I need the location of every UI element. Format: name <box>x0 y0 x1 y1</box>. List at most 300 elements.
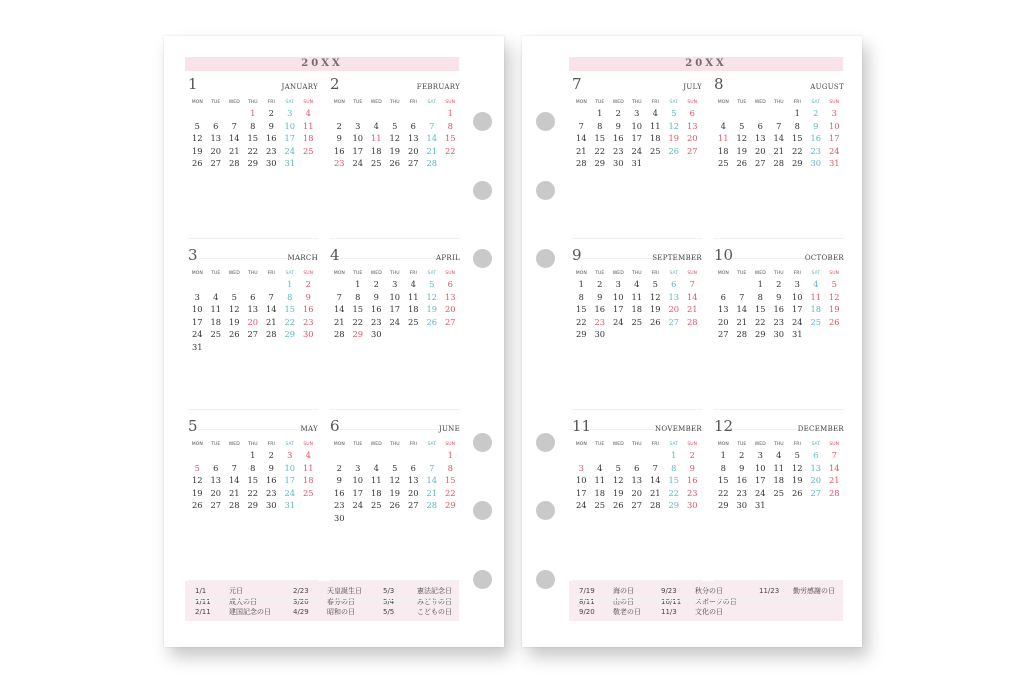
calendar-day: 16 <box>594 304 606 315</box>
calendar-day: 30 <box>594 329 606 340</box>
weekday-label: THU <box>631 100 642 105</box>
calendar-day: 1 <box>355 279 361 289</box>
calendar-day: 15 <box>247 133 259 144</box>
month-name: JULY <box>683 83 702 91</box>
calendar-day: 28 <box>228 158 240 169</box>
calendar-day: 14 <box>333 304 345 315</box>
calendar-day: 19 <box>426 304 438 315</box>
calendar-day: 10 <box>791 291 803 302</box>
weekday-label: TUE <box>595 100 605 105</box>
calendar-day: 20 <box>686 133 698 144</box>
empty-day <box>207 107 226 120</box>
calendar-day: 27 <box>407 158 419 169</box>
calendar-day: 21 <box>773 145 785 156</box>
month-block-may <box>188 417 318 512</box>
weekday-label: SUN <box>445 100 456 105</box>
weekday-label: MON <box>333 442 345 447</box>
weekday-label: FRI <box>793 271 801 276</box>
calendar-day: 23 <box>686 487 698 498</box>
holiday-name: 元日 <box>229 587 243 595</box>
calendar-day: 1 <box>250 450 256 460</box>
calendar-day: 9 <box>268 120 274 131</box>
calendar-day: 18 <box>407 304 419 315</box>
calendar-day: 27 <box>668 316 680 327</box>
calendar-day: 30 <box>265 158 277 169</box>
weekday-label: TUE <box>595 271 605 276</box>
calendar-day: 30 <box>736 500 748 511</box>
calendar-day: 24 <box>284 487 296 498</box>
calendar-day: 13 <box>210 475 222 486</box>
calendar-day: 25 <box>370 158 382 169</box>
weekday-label: TUE <box>353 271 363 276</box>
calendar-day: 19 <box>612 487 624 498</box>
weekday-label: THU <box>389 271 400 276</box>
calendar-day: 22 <box>444 145 456 156</box>
weekday-label: WED <box>754 442 766 447</box>
empty-day <box>330 449 349 462</box>
weekday-label: TUE <box>211 442 221 447</box>
empty-day <box>262 278 281 291</box>
holiday-item <box>661 586 723 596</box>
calendar-day: 21 <box>426 487 438 498</box>
calendar-day: 2 <box>776 279 782 289</box>
calendar-day: 3 <box>355 120 361 131</box>
weekday-label: SAT <box>427 100 437 105</box>
calendar-day: 28 <box>773 158 785 169</box>
calendar-day: 31 <box>631 158 643 169</box>
holiday-date: 8/11 <box>579 597 595 606</box>
calendar-day: 30 <box>333 512 345 523</box>
calendar-day: 20 <box>210 145 222 156</box>
calendar-day: 14 <box>575 133 587 144</box>
memo-line <box>330 409 460 410</box>
calendar-day: 17 <box>389 304 401 315</box>
calendar-day: 23 <box>302 316 314 327</box>
calendar-day: 18 <box>773 475 785 486</box>
calendar-day: 30 <box>686 500 698 511</box>
weekday-label: WED <box>612 271 624 276</box>
weekday-label: MON <box>575 100 587 105</box>
weekday-label: TUE <box>353 442 363 447</box>
calendar-day: 20 <box>444 304 456 315</box>
calendar-day: 17 <box>612 304 624 315</box>
calendar-day: 8 <box>447 120 453 131</box>
calendar-day: 29 <box>594 158 606 169</box>
month-block-june <box>330 417 460 525</box>
calendar-day: 21 <box>828 475 840 486</box>
calendar-day: 2 <box>739 450 745 460</box>
month-number: 6 <box>330 417 340 435</box>
calendar-day: 5 <box>652 279 658 289</box>
calendar-day: 13 <box>407 475 419 486</box>
calendar-day: 24 <box>284 145 296 156</box>
calendar-day: 24 <box>828 145 840 156</box>
holiday-date: 3/20 <box>293 597 309 606</box>
weekday-label: FRI <box>793 442 801 447</box>
weekday-label: TUE <box>595 442 605 447</box>
holiday-date: 7/19 <box>579 587 595 595</box>
calendar-day: 10 <box>612 291 624 302</box>
binder-hole <box>473 181 492 200</box>
calendar-day: 26 <box>649 316 661 327</box>
calendar-day: 5 <box>194 120 200 131</box>
holiday-item <box>661 607 723 617</box>
calendar-day: 5 <box>194 462 200 473</box>
calendar-day: 17 <box>631 133 643 144</box>
calendar-day: 29 <box>247 500 259 511</box>
weekday-label: SUN <box>303 100 314 105</box>
calendar-day: 3 <box>578 462 584 473</box>
calendar-day: 29 <box>791 158 803 169</box>
calendar-day: 13 <box>810 462 822 473</box>
memo-line <box>714 238 844 239</box>
binder-hole <box>536 501 555 520</box>
calendar-day: 17 <box>791 304 803 315</box>
weekday-label: MON <box>191 271 203 276</box>
weekday-label: SUN <box>687 442 698 447</box>
calendar-day: 16 <box>265 133 277 144</box>
month-block-december <box>714 417 844 512</box>
calendar-day: 26 <box>791 487 803 498</box>
month-block-january <box>188 75 318 170</box>
calendar-day: 26 <box>389 500 401 511</box>
calendar-day: 10 <box>191 304 203 315</box>
calendar-day: 11 <box>407 291 419 302</box>
empty-day <box>591 449 610 462</box>
calendar-day: 12 <box>791 462 803 473</box>
calendar-day: 24 <box>631 145 643 156</box>
empty-day <box>349 107 368 120</box>
calendar-day: 18 <box>810 304 822 315</box>
memo-line <box>572 580 702 581</box>
calendar-day: 16 <box>370 304 382 315</box>
calendar-day: 27 <box>754 158 766 169</box>
calendar-day: 18 <box>717 145 729 156</box>
calendar-day: 8 <box>355 291 361 302</box>
memo-line <box>572 238 702 239</box>
calendar-day: 12 <box>191 133 203 144</box>
calendar-day: 29 <box>754 329 766 340</box>
calendar-day: 8 <box>794 120 800 131</box>
calendar-day: 21 <box>649 487 661 498</box>
calendar-day: 12 <box>426 291 438 302</box>
calendar-day: 3 <box>355 462 361 473</box>
calendar-day: 10 <box>352 475 364 486</box>
empty-day <box>404 107 423 120</box>
calendar-day: 26 <box>612 500 624 511</box>
calendar-day: 12 <box>668 120 680 131</box>
holiday-name: こどもの日 <box>417 608 452 616</box>
calendar-day: 16 <box>612 133 624 144</box>
weekday-label: SAT <box>811 271 821 276</box>
calendar-day: 13 <box>210 133 222 144</box>
calendar-day: 7 <box>652 462 658 473</box>
calendar-day: 9 <box>597 291 603 302</box>
weekday-label: THU <box>631 271 642 276</box>
calendar-day: 6 <box>720 291 726 302</box>
month-number: 5 <box>188 417 198 435</box>
weekday-label: THU <box>247 442 258 447</box>
calendar-day: 2 <box>336 120 342 131</box>
calendar-day: 7 <box>739 291 745 302</box>
holiday-name: 海の日 <box>613 587 634 595</box>
calendar-day: 16 <box>333 145 345 156</box>
calendar-day: 3 <box>392 279 398 289</box>
weekday-label: FRI <box>409 442 417 447</box>
calendar-day: 27 <box>717 329 729 340</box>
month-name: SEPTEMBER <box>652 254 702 262</box>
calendar-day: 26 <box>389 158 401 169</box>
holiday-item <box>383 597 452 607</box>
holiday-date: 10/11 <box>661 597 682 606</box>
empty-day <box>609 449 628 462</box>
holiday-item <box>759 586 835 596</box>
calendar-day: 3 <box>615 279 621 289</box>
calendar-day: 22 <box>284 316 296 327</box>
calendar-day: 17 <box>284 133 296 144</box>
calendar-day: 14 <box>649 475 661 486</box>
calendar-day: 10 <box>284 462 296 473</box>
weekday-label: THU <box>247 100 258 105</box>
calendar-day: 7 <box>231 462 237 473</box>
binder-hole <box>536 181 555 200</box>
calendar-day: 22 <box>668 487 680 498</box>
holiday-item <box>579 597 634 607</box>
calendar-day: 8 <box>250 462 256 473</box>
calendar-day: 9 <box>739 462 745 473</box>
month-name: FEBRUARY <box>416 83 460 91</box>
calendar-day: 4 <box>410 279 416 289</box>
month-number: 9 <box>572 246 582 264</box>
calendar-day: 5 <box>392 462 398 473</box>
calendar-day: 17 <box>828 133 840 144</box>
calendar-day: 6 <box>689 108 695 118</box>
month-name: JANUARY <box>281 83 318 91</box>
weekday-label: THU <box>247 271 258 276</box>
weekday-label: MON <box>575 442 587 447</box>
calendar-day: 28 <box>828 487 840 498</box>
calendar-day: 10 <box>631 120 643 131</box>
calendar-day: 4 <box>776 450 782 460</box>
calendar-day: 25 <box>302 487 314 498</box>
holiday-item <box>579 586 634 596</box>
month-name: NOVEMBER <box>655 425 702 433</box>
calendar-day: 13 <box>247 304 259 315</box>
calendar-day: 15 <box>284 304 296 315</box>
calendar-day: 9 <box>776 291 782 302</box>
weekday-label: SAT <box>285 100 295 105</box>
calendar-day: 3 <box>287 450 293 460</box>
holiday-date: 11/23 <box>759 587 780 595</box>
calendar-day: 25 <box>649 145 661 156</box>
weekday-label: SUN <box>445 271 456 276</box>
calendar-day: 28 <box>333 329 345 340</box>
calendar-day: 5 <box>831 279 837 289</box>
calendar-day: 15 <box>594 133 606 144</box>
weekday-label: THU <box>389 100 400 105</box>
calendar-day: 12 <box>828 291 840 302</box>
calendar-day: 17 <box>352 487 364 498</box>
calendar-day: 14 <box>228 133 240 144</box>
calendar-day: 2 <box>336 462 342 473</box>
calendar-day: 11 <box>370 133 382 144</box>
calendar-day: 25 <box>302 145 314 156</box>
calendar-day: 1 <box>447 450 453 460</box>
year-header: 20XX <box>569 57 843 71</box>
calendar-day: 17 <box>352 145 364 156</box>
calendar-day: 24 <box>191 329 203 340</box>
month-block-september <box>572 246 702 341</box>
calendar-day: 13 <box>631 475 643 486</box>
weekday-label: FRI <box>793 100 801 105</box>
calendar-day: 21 <box>265 316 277 327</box>
calendar-day: 31 <box>284 158 296 169</box>
weekday-label: FRI <box>651 271 659 276</box>
right-page <box>522 36 862 647</box>
memo-line <box>188 580 318 581</box>
calendar-day: 10 <box>352 133 364 144</box>
weekday-label: MON <box>333 271 345 276</box>
month-block-march <box>188 246 318 354</box>
holiday-date: 1/1 <box>195 587 207 595</box>
calendar-day: 2 <box>268 108 274 118</box>
calendar-day: 31 <box>828 158 840 169</box>
empty-day <box>188 449 207 462</box>
calendar-day: 31 <box>791 329 803 340</box>
memo-line <box>188 600 318 601</box>
calendar-day: 6 <box>410 462 416 473</box>
calendar-day: 16 <box>736 475 748 486</box>
binder-hole <box>536 112 555 131</box>
calendar-day: 4 <box>813 279 819 289</box>
calendar-day: 11 <box>594 475 606 486</box>
calendar-day: 4 <box>597 462 603 473</box>
calendar-day: 6 <box>213 462 219 473</box>
calendar-day: 11 <box>773 462 785 473</box>
calendar-day: 26 <box>426 316 438 327</box>
calendar-day: 26 <box>228 329 240 340</box>
calendar-day: 10 <box>754 462 766 473</box>
weekday-label: FRI <box>267 442 275 447</box>
empty-day <box>572 107 591 120</box>
binder-hole <box>536 433 555 452</box>
weekday-label: SAT <box>285 271 295 276</box>
empty-day <box>225 449 244 462</box>
weekday-label: FRI <box>409 100 417 105</box>
month-block-august <box>714 75 844 170</box>
weekday-label: THU <box>773 442 784 447</box>
calendar-day: 22 <box>352 316 364 327</box>
calendar-day: 14 <box>265 304 277 315</box>
weekday-label: TUE <box>211 271 221 276</box>
calendar-day: 24 <box>575 500 587 511</box>
holiday-name: 秋分の日 <box>695 587 723 595</box>
calendar-day: 2 <box>689 450 695 460</box>
calendar-day: 2 <box>813 108 819 118</box>
month-block-july <box>572 75 702 170</box>
calendar-day: 20 <box>717 316 729 327</box>
calendar-day: 28 <box>228 500 240 511</box>
calendar-day: 1 <box>597 108 603 118</box>
calendar-day: 18 <box>594 487 606 498</box>
calendar-day: 20 <box>210 487 222 498</box>
holiday-date: 4/29 <box>293 608 309 616</box>
calendar-day: 18 <box>370 145 382 156</box>
empty-day <box>423 107 442 120</box>
empty-day <box>207 278 226 291</box>
weekday-label: SUN <box>303 442 314 447</box>
calendar-day: 4 <box>373 462 379 473</box>
calendar-day: 19 <box>649 304 661 315</box>
weekday-label: SAT <box>669 442 679 447</box>
weekday-label: TUE <box>353 100 363 105</box>
calendar-day: 6 <box>634 462 640 473</box>
weekday-label: SAT <box>427 271 437 276</box>
calendar-day: 11 <box>302 120 314 131</box>
weekday-label: THU <box>389 442 400 447</box>
calendar-day: 11 <box>810 291 822 302</box>
calendar-day: 1 <box>720 450 726 460</box>
calendar-day: 25 <box>370 500 382 511</box>
weekday-label: FRI <box>267 271 275 276</box>
calendar-day: 7 <box>578 120 584 131</box>
calendar-day: 8 <box>250 120 256 131</box>
empty-day <box>386 449 405 462</box>
calendar-day: 24 <box>754 487 766 498</box>
calendar-day: 8 <box>578 291 584 302</box>
holiday-date: 2/11 <box>195 608 211 616</box>
calendar-day: 23 <box>810 145 822 156</box>
calendar-day: 13 <box>686 120 698 131</box>
holiday-date: 5/5 <box>383 608 395 616</box>
weekday-label: SAT <box>669 271 679 276</box>
calendar-day: 11 <box>302 462 314 473</box>
calendar-day: 23 <box>265 145 277 156</box>
weekday-label: FRI <box>409 271 417 276</box>
month-name: MAY <box>300 425 318 433</box>
calendar-day: 27 <box>210 500 222 511</box>
weekday-label: WED <box>370 271 382 276</box>
calendar-day: 14 <box>828 462 840 473</box>
calendar-day: 4 <box>213 291 219 302</box>
holiday-date: 5/4 <box>383 597 395 606</box>
calendar-day: 9 <box>268 462 274 473</box>
empty-day <box>572 449 591 462</box>
calendar-day: 20 <box>407 145 419 156</box>
calendar-day: 30 <box>302 329 314 340</box>
empty-day <box>646 449 665 462</box>
calendar-day: 8 <box>287 291 293 302</box>
year-header: 20XX <box>185 57 459 71</box>
calendar-day: 24 <box>352 500 364 511</box>
calendar-day: 30 <box>370 329 382 340</box>
calendar-day: 3 <box>757 450 763 460</box>
calendar-day: 4 <box>373 120 379 131</box>
calendar-day: 14 <box>426 133 438 144</box>
month-block-november <box>572 417 702 512</box>
memo-line <box>330 580 460 581</box>
weekday-label: SUN <box>829 100 840 105</box>
calendar-day: 16 <box>333 487 345 498</box>
calendar-day: 19 <box>791 475 803 486</box>
calendar-day: 6 <box>410 120 416 131</box>
calendar-day: 23 <box>773 316 785 327</box>
calendar-day: 7 <box>336 291 342 302</box>
empty-day <box>225 278 244 291</box>
weekday-label: WED <box>228 271 240 276</box>
weekday-label: TUE <box>737 100 747 105</box>
calendar-day: 13 <box>668 291 680 302</box>
